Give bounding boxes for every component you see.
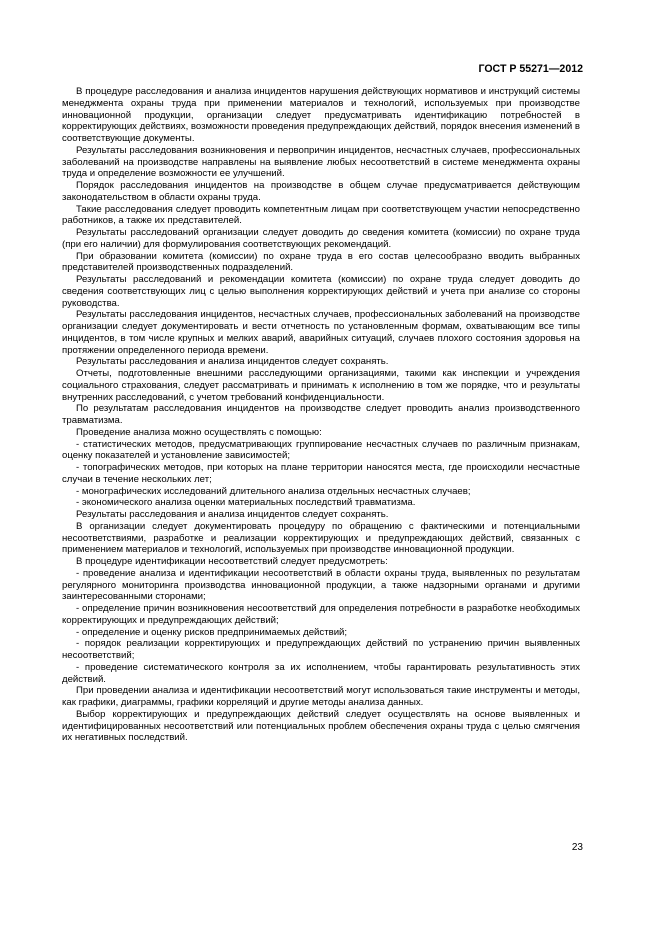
list-item: - определение причин возникновения несоответствий для определения потребности в разработке необходимых корректирующих и предупреждающих действий; [62,603,580,626]
list-item: - монографических исследований длительного анализа отдельных несчастных случаев; [76,485,471,497]
list-item: - статистических методов, предусматривающих группирование несчастных случаев по различным признакам, оценку показателей и установление зависимостей; [62,438,580,462]
page-number: 23 [571,842,583,853]
paragraph: Отчеты, подготовленные внешними расследующими организациями, такими как инспекции и учреждения социального страхования, следует рассматривать и принимать к исполнению в том же порядке, что и результаты внутренних расследований, с учетом требований конфиденциальности. [62,368,580,403]
paragraph: В процедуре идентификации несоответствий следует предусмотреть: [76,556,388,567]
paragraph: Результаты расследования и анализа инцидентов следует сохранять. [76,356,389,368]
document-body [62,86,580,744]
list-item: - топографических методов, при которых на плане территории наносятся места, где происходили несчастные случаи в течение нескольких лет; [62,462,580,485]
list-item: - определение и оценку рисков предпринимаемых действий; [76,626,348,638]
paragraph: При образовании комитета (комиссии) по охране труда в его состав целесообразно вводить выбранных представителей производственных подразделений. [62,250,580,274]
paragraph: Результаты расследования возникновения и первопричин инцидентов, несчастных случаев, профессиональных заболеваний на производстве направлены на выявление любых несоответствий в системе менеджмента охраны труда и определение возможности ее улучшений. [62,144,580,180]
list-item: - экономического анализа оценки материальных последствий травматизма. [76,497,416,509]
paragraph: Выбор корректирующих и предупреждающих действий следует осуществлять на основе выявленных и идентифицированных несоответствий или потенциальных проблем обеспечения охраны труда с целью смягчения их негативных последствий. [62,708,580,744]
list-item: - проведение анализа и идентификации несоответствий в области охраны труда, выявленных по результатам регулярного мониторинга производства инновационной продукции, а также надзорными органами и другими заинтересованными сторонами; [62,567,580,603]
list-item: - проведение систематического контроля за их исполнением, чтобы гарантировать результативность этих действий. [62,661,580,685]
paragraph: Порядок расследования инцидентов на производстве в общем случае предусматривается действующим законодательством в области охраны труда. [62,180,580,203]
paragraph: Результаты расследования и анализа инцидентов следует сохранять. [76,509,389,520]
list-item: - порядок реализации корректирующих и предупреждающих действий по устранению причин выявленных несоответствий; [62,638,580,661]
paragraph: Проведение анализа можно осуществлять с помощью: [76,426,322,438]
paragraph: Такие расследования следует проводить компетентным лицам при соответствующем участии непосредственно работников, а также их представителей. [62,203,580,227]
paragraph: По результатам расследования инцидентов на производстве следует проводить анализ производственного травматизма. [62,403,580,426]
paragraph: Результаты расследований и рекомендации комитета (комиссии) по охране труда следует доводить до сведения соответствующих лиц с целью выполнения корректирующих действий и учета при анализе со стороны руководства. [62,274,580,309]
document-code-header: ГОСТ Р 55271—2012 [478,63,583,75]
paragraph: При проведении анализа и идентификации несоответствий могут использоваться такие инструменты и методы, как графики, диаграммы, графики корреляций и другие методы анализа данных. [62,685,580,708]
paragraph: В процедуре расследования и анализа инцидентов нарушения действующих нормативов и инструкций системы менеджмента охраны труда при применении материалов и технологий, используемых при производстве инновационной продукции, организации следует предусматривать идентификацию потребностей в корректирующих действиях, возможности проведения предупреждающих действий, порядок внесения изменений в соответствующие документы. [62,86,580,144]
paragraph: Результаты расследований организации следует доводить до сведения комитета (комиссии) по охране труда (при его наличии) для формулирования соответствующих рекомендаций. [62,227,580,250]
paragraph: В организации следует документировать процедуру по обращению с фактическими и потенциальными несоответствиями, разработке и реализации корректирующих и предупреждающих действий, связанных с применением материалов и технологий, используемых при производстве инновационной продукции. [62,520,580,556]
paragraph: Результаты расследования инцидентов, несчастных случаев, профессиональных заболеваний на производстве организации следует документировать и вести отчетность по установленным формам, охватывающим все типы инцидентов, в том числе крупных и мелких аварий, аварийных ситуаций, случаев плохого состояния здоровья на протяжении определенного периода времени. [62,309,580,356]
